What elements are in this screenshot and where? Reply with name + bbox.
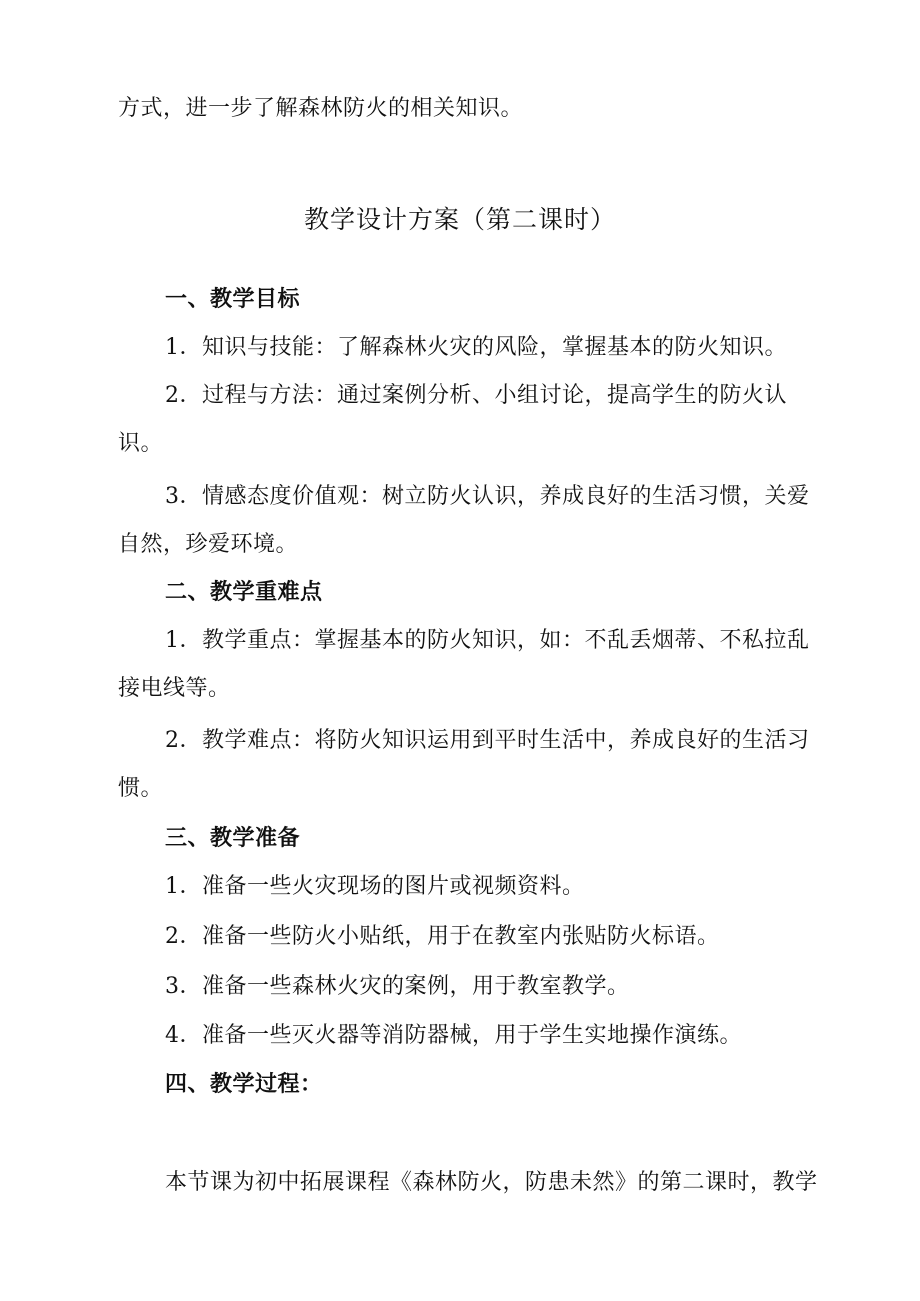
preparation-item-1: 1．准备一些火灾现场的图片或视频资料。 [165, 874, 585, 899]
section-heading-preparation: 三、教学准备 [165, 826, 301, 851]
preparation-item-4: 4．准备一些灭火器等消防器械，用于学生实地操作演练。 [165, 1023, 742, 1048]
key-point-item-2-line-1: 2．教学难点：将防火知识运用到平时生活中，养成良好的生活习 [165, 728, 810, 753]
section-heading-key-points: 二、教学重难点 [165, 580, 323, 605]
key-point-item-1-line-1: 1．教学重点：掌握基本的防火知识，如：不乱丢烟蒂、不私拉乱 [165, 628, 810, 653]
section-heading-objectives: 一、教学目标 [165, 287, 301, 312]
objective-item-3-line-1: 3．情感态度价值观：树立防火认识，养成良好的生活习惯，关爱 [165, 484, 810, 509]
objective-item-1: 1．知识与技能：了解森林火灾的风险，掌握基本的防火知识。 [165, 335, 787, 360]
objective-item-2-line-2: 识。 [118, 431, 164, 456]
key-point-item-2-line-2: 惯。 [118, 776, 164, 801]
preparation-item-2: 2．准备一些防火小贴纸，用于在教室内张贴防火标语。 [165, 924, 720, 949]
key-point-item-1-line-2: 接电线等。 [118, 676, 231, 701]
objective-item-3-line-2: 自然，珍爱环境。 [118, 532, 299, 557]
section-heading-process: 四、教学过程： [165, 1072, 323, 1097]
preparation-item-3: 3．准备一些森林火灾的案例，用于教室教学。 [165, 974, 630, 999]
process-paragraph-1-line-1: 本节课为初中拓展课程《森林防火，防患未然》的第二课时，教学 [165, 1170, 818, 1195]
page-title: 教学设计方案（第二课时） [303, 205, 616, 234]
intro-tail-text: 方式，进一步了解森林防火的相关知识。 [118, 96, 524, 121]
objective-item-2-line-1: 2．过程与方法：通过案例分析、小组讨论，提高学生的防火认 [165, 383, 787, 408]
